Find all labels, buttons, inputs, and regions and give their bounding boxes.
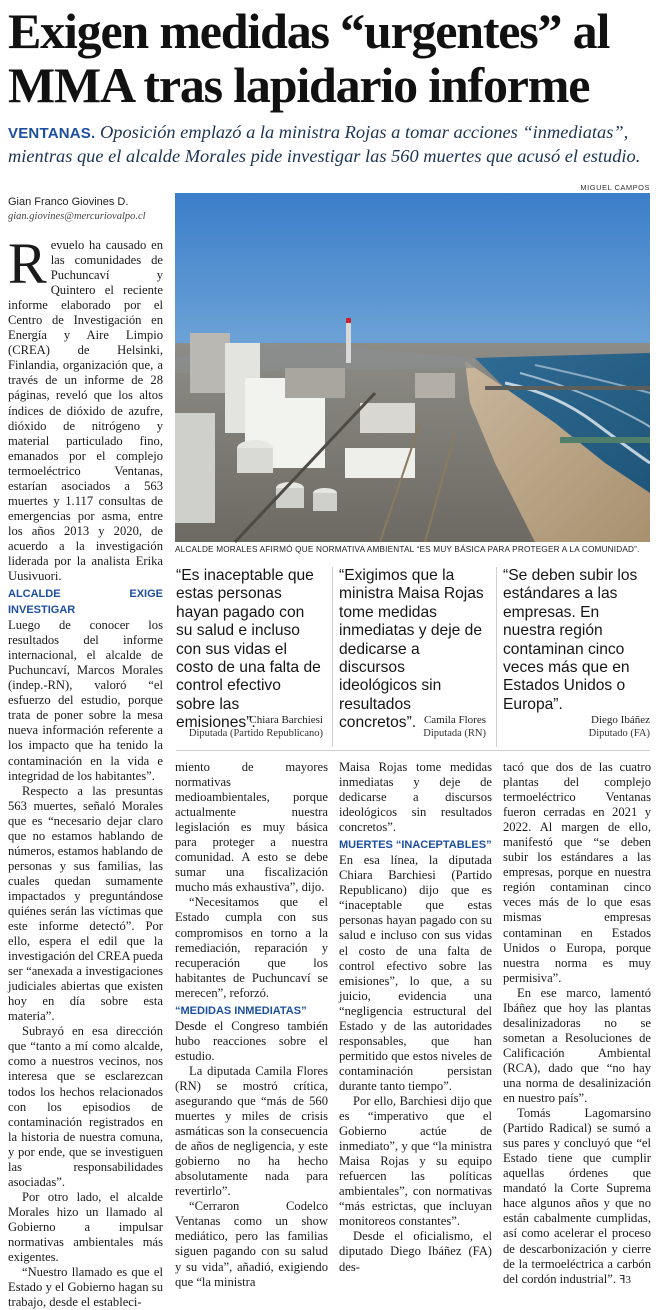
paragraph: La diputada Camila Flores (RN) se mostró crítica, asegurando que “más de 560 muertes y miles de crisis asmáticas son la consecuencia de años de negligencia, y este gobierno no ha hecho absolutamente nada para revertirlo”. [175,1063,328,1199]
pull-quote-2: “Exigimos que la ministra Maisa Rojas tome medidas inmediatas y deje de dedicarse a discursos ideológicos sin resultados concretos”. [339,567,484,732]
byline-author: Gian Franco Giovines D. [8,196,129,208]
pull-quote-2-role: Diputada (RN) [423,728,486,739]
article-column-3 [339,760,492,1275]
quote-divider [496,567,497,747]
article-photo [175,193,650,542]
lead-text: evuelo ha causado en las comunidades de Puchuncaví y Quintero el reciente informe elaborado por el Centro de Investigación en Energía y Aire Limpio (CREA) de Helsinki, Finlandia, organización que, a través de un informe de 28 páginas, reveló que los altos índices de dióxido de azufre, dióxido de nitrógeno y material particulado fino, emanados por el complejo termoeléctrico Ventanas, estarían asociados a 563 muertes y 1.117 consultas de emergencias por asma, entre los años 2013 y 2020, de acuerdo a la investigación liderada por la analista Erika Uusivuori. [8,238,163,584]
headline-line-2: MMA tras lapidario informe [8,57,590,113]
subhead [8,121,653,167]
pull-quote-1-role: Diputada (Partido Republicano) [188,728,323,739]
headline-line-1: Exigen medidas “urgentes” al [8,3,610,59]
pull-quote-3: “Se deben subir los estándares a las empresas. En nuestra región contaminan cinco veces más que en Estados Unidos o Europa”. [503,567,638,713]
subheading-muertes: MUERTES “INACEPTABLES” [339,839,492,852]
paragraph: Maisa Rojas tome medidas inmediatas y deje de dedicarse a discursos ideológicos sin resultados concretos”. [339,760,492,835]
paragraph: “Necesitamos que el Estado cumpla con sus compromisos en torno a la remediación, reparación y recuperación que los habitantes de Puchuncaví se merecen”, reforzó. [175,895,328,1000]
lead-paragraph [8,231,163,584]
paragraph: Respecto a las presuntas 563 muertes, señaló Morales que es “necesario dejar claro que no estamos hablando de números, estamos hablando de personas y sus familias, las cuales quedan sumamente impactados y preguntándose quiénes serán las víctimas que este informe detectó”. Por ello, espera el edil que la investigación del CREA pueda ser “anexada a investigaciones judiciales abiertas que existen hoy en día sobre esta materia”. [8,783,163,1024]
subhead-text: Oposición emplazó a la ministra Rojas a tomar acciones “inmediatas”, mientras que el alcalde Morales pide investigar las 560 muertes que acusó el estudio. [8,122,641,166]
article-column-2 [175,760,328,1290]
photo-caption: ALCALDE MORALES AFIRMÓ QUE NORMATIVA AMBIENTAL “ES MUY BÁSICA PARA PROTEGER A LA COMUNIDAD”. [175,545,640,554]
paragraph: Desde el Congreso también hubo reacciones sobre el estudio. [175,1018,328,1063]
paragraph: Por ello, Barchiesi dijo que es “imperativo que el Gobierno actúe de inmediato”, y que “la ministra Maisa Rojas y su equipo refuercen las políticas ambientales”, con normativas “más estrictas, que incluyan monitoreos constantes”. [339,1093,492,1229]
industrial-coast-photo [175,193,650,542]
subheading-medidas: “MEDIDAS INMEDIATAS” [175,1004,307,1017]
paragraph: Desde el oficialismo, el diputado Diego Ibáñez (FA) des- [339,1229,492,1274]
paragraph: En ese marco, lamentó Ibáñez que hoy las plantas desalinizadoras no se sometan a Resoluciones de Calificación Ambiental (RCA), dado que “no hay una norma de desalinización en nuestro país”. [503,985,651,1106]
subheading-alcalde: ALCALDE EXIGE INVESTIGAR [8,588,163,617]
paragraph: Subrayó en esa dirección que “tanto a mí como alcalde, como a nuestros vecinos, nos interesa que se esclarezcan todos los hechos relacionados con los episodios de contaminación registrados en la historia de nuestra comuna, y por ende, que se investiguen las responsabilidades asociadas”. [8,1024,163,1189]
subhead-kicker: VENTANAS. [8,125,96,142]
photo-credit: MIGUEL CAMPOS [580,183,650,192]
paragraph: “Nuestro llamado es que el Estado y el Gobierno hagan su trabajo, desde el estableci- [8,1265,163,1310]
paragraph: miento de mayores normativas medioambientales, porque actualmente nuestra legislación es muy básica para proteger a nuestra comunidad. A esto se debe sumar una fiscalización mucho más exhaustiva”, dijo. [175,760,328,895]
pull-quote-3-name: Diego Ibáñez [591,714,650,726]
paragraph [503,1106,651,1288]
pull-quote-2-name: Camila Flores [423,714,486,726]
article-column-1 [8,231,163,1310]
quote-divider [332,567,333,747]
closing-text: Tomás Lagomarsino (Partido Radical) se sumó a sus pares y concluyó que “el Estado tiene que cumplir aquellas órdenes que mandató la Corte Suprema hace algunos años y que no están cabalmente cumplidas, así como acelerar el proceso de descarbonización y cierre de la termoeléctrica a carbón del cordón industrial”. [503,1106,651,1286]
paragraph: “Cerraron Codelco Ventanas como un show mediático, pero las familias siguen pagando con su salud y su vida”, añadió, exigiendo que “la ministra [175,1199,328,1289]
pull-quote-3-role: Diputado (FA) [588,728,650,739]
drop-cap: R [8,231,47,296]
paragraph: Por otro lado, el alcalde Morales hizo un llamado al Gobierno a impulsar normativas ambientales más exigentes. [8,1189,163,1265]
byline-email[interactable]: gian.giovines@mercuriovalpo.cl [8,211,146,222]
pull-quote-1-name: Chiara Barchiesi [249,714,323,726]
quote-rule [176,750,650,751]
article-column-4 [503,760,651,1288]
paragraph: tacó que dos de las cuatro plantas del complejo termoeléctrico Ventanas fueron cerradas en 2021 y 2022. Al margen de ello, manifestó que “se deben subir los estándares a las empresas, porque en nuestra región contaminan cinco veces más de lo que esas mismas empresas contaminan en Estados Unidos o Europa, porque nuestra norma es muy permisiva”. [503,760,651,985]
pull-quote-1: “Es inaceptable que estas personas hayan pagado con su salud e incluso con sus vidas el costo de una falta de control efectivo sobre las emisiones”. [176,567,321,732]
paragraph: En esa línea, la diputada Chiara Barchiesi (Partido Republicano) dijo que es “inaceptable que estas personas hayan pagado con su salud e incluso con sus vidas el costo de una falta de control efectivo sobre las emisiones”, lo que, a su juicio, evidencia una “negligencia estructural del Estado y de las autoridades responsables, que han permitido que estos niveles de contaminación persistan durante tanto tiempo”. [339,853,492,1093]
paragraph: Luego de conocer los resultados del informe internacional, el alcalde de Puchuncaví, Marcos Morales (indep.-RN), valoró “el esfuerzo del estudio, porque trata de poner sobre la mesa nueva información referente a los impacto que ha tenido la contaminación en la vida e integridad de los habitantes”. [8,618,163,783]
headline [8,4,653,112]
end-mark-icon: ꟻ3 [619,1273,631,1286]
